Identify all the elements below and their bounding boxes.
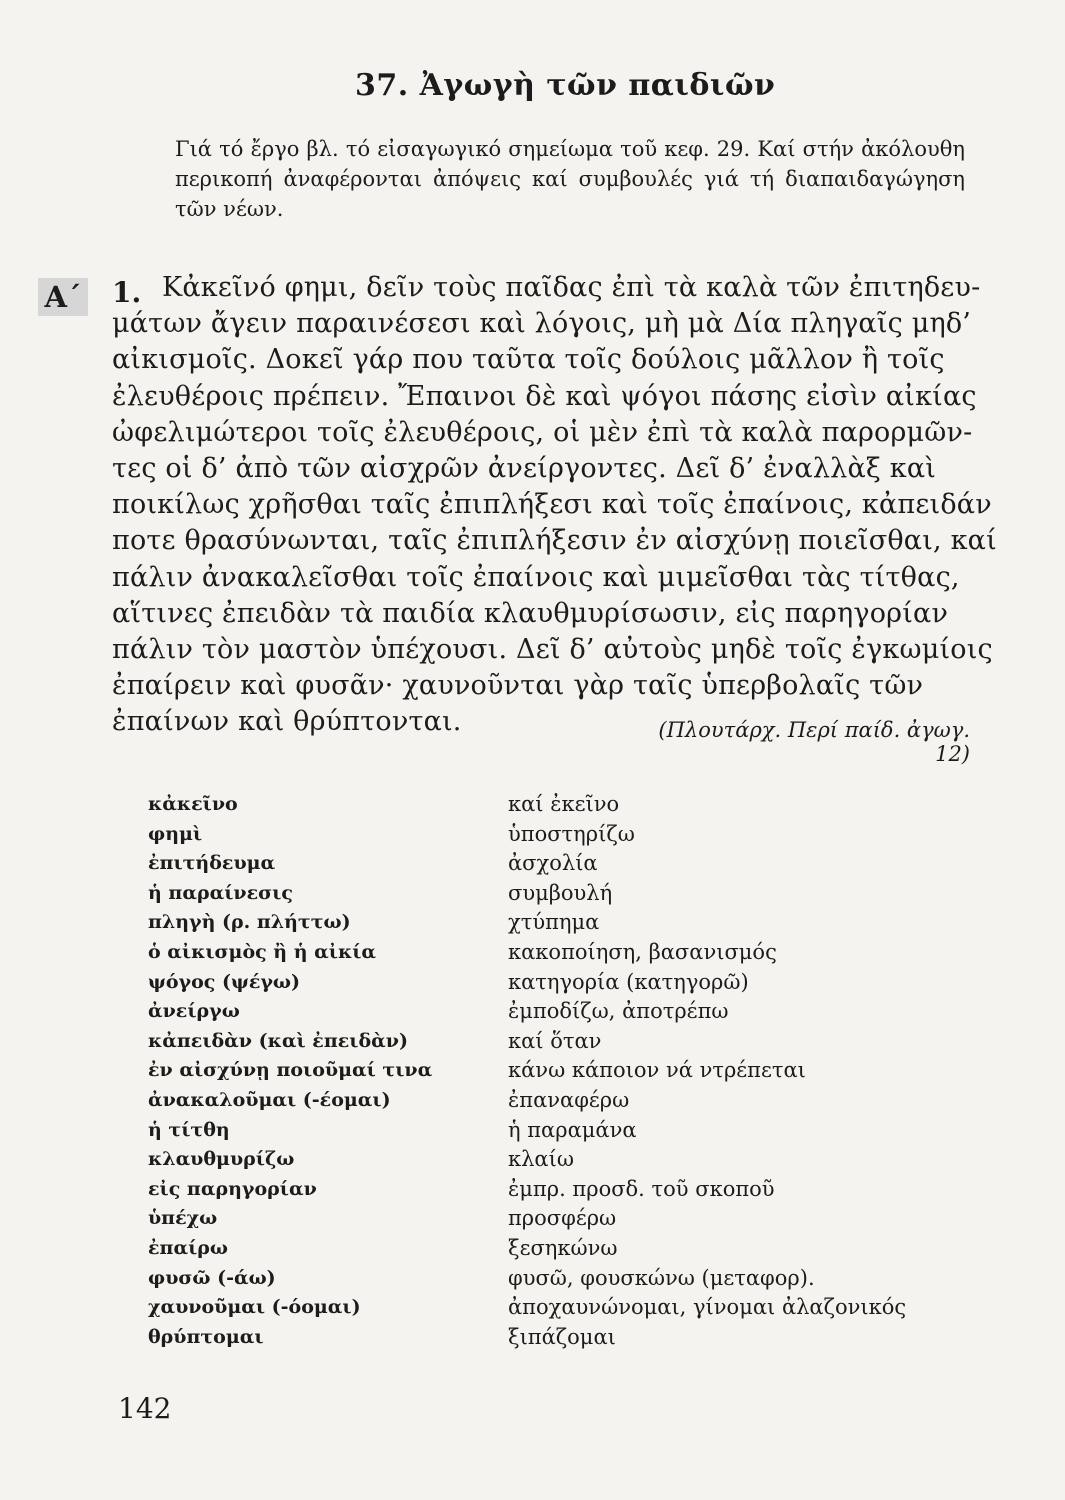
vocab-term: φυσῶ (-άω): [148, 1266, 276, 1289]
vocab-term: ἡ παραίνεσις: [148, 881, 293, 904]
passage-line: ὠφελιμώτεροι τοῖς ἐλευθέροις, οἱ μὲν ἐπὶ τὰ καλὰ παρορμῶν-: [112, 416, 973, 448]
vocab-term: ἀνείργω: [148, 1000, 240, 1023]
vocab-row: [148, 1264, 968, 1294]
vocab-row: [148, 820, 968, 850]
passage-line: αἵτινες ἐπειδὰν τὰ παιδία κλαυθμυρίσωσιν, εἰς παρηγορίαν: [112, 597, 949, 629]
passage-line: ἐλευθέροις πρέπειν. Ἔπαινοι δὲ καὶ ψόγοι πάσης εἰσὶν αἰκίας: [112, 380, 977, 412]
greek-passage: [112, 270, 997, 741]
vocab-row: [148, 790, 968, 820]
vocab-gloss: κακοποίηση, βασανισμός: [508, 939, 777, 964]
paragraph-number: 1.: [112, 276, 142, 309]
passage-line: πάλιν ἀνακαλεῖσθαι τοῖς ἐπαίνοις καὶ μιμεῖσθαι τὰς τίτθας,: [112, 561, 960, 593]
vocab-row: [148, 1116, 968, 1146]
vocabulary-list: [148, 790, 968, 1352]
passage-line: μάτων ἄγειν παραινέσεσι καὶ λόγοις, μὴ μὰ Δία πληγαῖς μηδ’: [112, 308, 972, 340]
vocab-term: ὁ αἰκισμὸς ἢ ἡ αἰκία: [148, 940, 377, 963]
passage-line: ποικίλως χρῆσθαι ταῖς ἐπιπλήξεσι καὶ τοῖς ἐπαίνοις, κἀπειδάν: [112, 489, 992, 521]
vocab-gloss: ἡ παραμάνα: [508, 1117, 637, 1142]
vocab-row: [148, 1234, 968, 1264]
vocab-term: ἀνακαλοῦμαι (-έομαι): [148, 1088, 391, 1111]
vocab-row: [148, 1027, 968, 1057]
vocab-row: [148, 997, 968, 1027]
vocab-term: κλαυθμυρίζω: [148, 1148, 295, 1171]
vocab-gloss: προσφέρω: [508, 1206, 617, 1231]
vocab-gloss: ἐμπρ. προσδ. τοῦ σκοποῦ: [508, 1176, 775, 1201]
vocab-gloss: κατηγορία (κατηγορῶ): [508, 969, 749, 994]
vocab-gloss: κάνω κάποιον νά ντρέπεται: [508, 1058, 806, 1083]
vocab-row: [148, 1175, 968, 1205]
vocab-gloss: καί ἐκεῖνο: [508, 792, 620, 816]
vocab-row: [148, 968, 968, 998]
vocab-term: ἐπαίρω: [148, 1236, 228, 1259]
vocab-gloss: ἀποχαυνώνομαι, γίνομαι ἀλαζονικός: [508, 1295, 907, 1320]
vocab-term: φημὶ: [148, 822, 203, 845]
vocab-row: [148, 849, 968, 879]
vocab-gloss: ὑποστηρίζω: [508, 821, 635, 846]
vocab-gloss: ἐπαναφέρω: [508, 1087, 630, 1112]
vocab-gloss: κλαίω: [508, 1147, 574, 1172]
vocab-term: ὑπέχω: [148, 1207, 218, 1230]
vocab-term: ἐπιτήδευμα: [148, 852, 276, 875]
passage-line: πάλιν τὸν μαστὸν ὑπέχουσι. Δεῖ δ’ αὐτοὺς μηδὲ τοῖς ἐγκωμίοις: [112, 634, 993, 666]
chapter-title: 37. Ἀγωγὴ τῶν παιδιῶν: [355, 68, 776, 103]
vocab-row: [148, 1293, 968, 1323]
vocab-term: πληγὴ (ρ. πλήττω): [148, 911, 351, 934]
vocab-row: [148, 1204, 968, 1234]
vocab-term: κἀπειδὰν (καὶ ἐπειδὰν): [148, 1029, 408, 1052]
source-citation: (Πλουτάρχ. Περί παίδ. ἀγωγ. 12): [658, 718, 970, 766]
vocab-gloss: ἐμποδίζω, ἀποτρέπω: [508, 999, 729, 1024]
vocab-term: θρύπτομαι: [148, 1325, 264, 1348]
passage-line: ποτε θρασύνωνται, ταῖς ἐπιπλήξεσιν ἐν αἰσχύνῃ ποιεῖσθαι, καί: [112, 525, 997, 557]
passage-line: ἐπαίνων καὶ θρύπτονται.: [112, 706, 462, 738]
vocab-row: [148, 1323, 968, 1353]
section-marker: Α΄: [38, 278, 88, 316]
vocab-row: [148, 938, 968, 968]
vocab-row: [148, 1145, 968, 1175]
passage-line: Κἀκεῖνό φημι, δεῖν τοὺς παῖδας ἐπὶ τὰ καλὰ τῶν ἐπιτηδευ-: [162, 272, 981, 303]
vocab-gloss: χτύπημα: [508, 910, 600, 935]
vocab-term: κἀκεῖνο: [148, 793, 238, 815]
passage-line: ἐπαίρειν καὶ φυσᾶν· χαυνοῦνται γὰρ ταῖς ὑπερβολαῖς τῶν: [112, 670, 924, 702]
page-number: 142: [118, 1392, 172, 1425]
vocab-gloss: ξιπάζομαι: [508, 1324, 616, 1349]
vocab-term: χαυνοῦμαι (-όομαι): [148, 1296, 361, 1319]
vocab-term: ψόγος (ψέγω): [148, 970, 301, 993]
vocab-gloss: ἀσχολία: [508, 851, 598, 876]
vocab-gloss: ξεσηκώνω: [508, 1235, 618, 1260]
vocab-term: ἐν αἰσχύνῃ ποιοῦμαί τινα: [148, 1059, 433, 1082]
intro-note: Γιά τό ἔργο βλ. τό εἰσαγωγικό σημείωμα τοῦ κεφ. 29. Καί στήν ἀκόλουθη περικοπή ἀναφέρονται ἀπόψεις καί συμβουλές γιά τή διαπαιδαγώγηση τῶν νέων.: [175, 137, 965, 221]
vocab-row: [148, 879, 968, 909]
vocab-gloss: καί ὅταν: [508, 1028, 602, 1053]
vocab-row: [148, 1086, 968, 1116]
passage-line: αἰκισμοῖς. Δοκεῖ γάρ που ταῦτα τοῖς δούλοις μᾶλλον ἢ τοῖς: [112, 344, 945, 376]
vocab-row: [148, 908, 968, 938]
vocab-gloss: φυσῶ, φουσκώνω (μεταφορ).: [508, 1265, 815, 1290]
vocab-term: ἡ τίτθη: [148, 1118, 230, 1141]
passage-line: τες οἱ δ’ ἀπὸ τῶν αἰσχρῶν ἀνείργοντες. Δεῖ δ’ ἐναλλὰξ καὶ: [112, 453, 937, 485]
vocab-gloss: συμβουλή: [508, 880, 613, 905]
vocab-term: εἰς παρηγορίαν: [148, 1177, 317, 1200]
vocab-row: [148, 1056, 968, 1086]
